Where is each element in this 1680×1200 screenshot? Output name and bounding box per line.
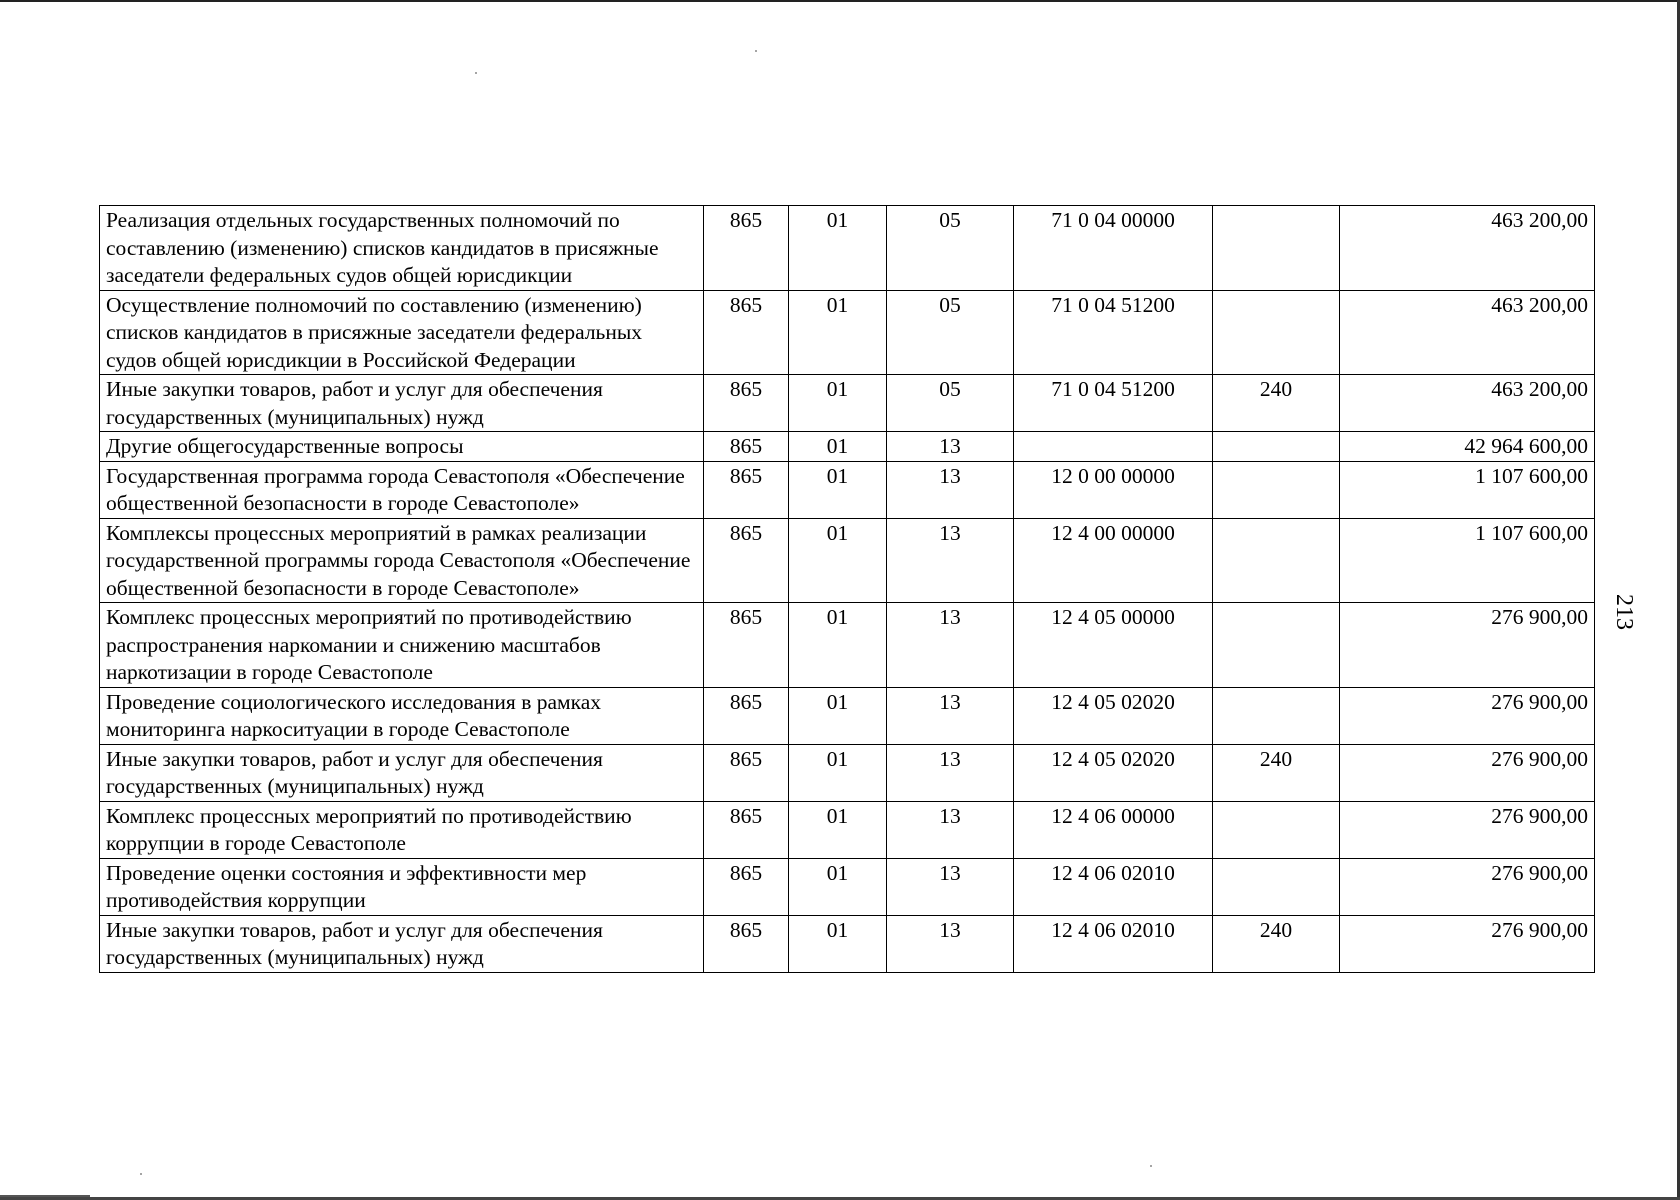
cell-subsection-code: 13	[887, 801, 1014, 858]
cell-ministry-code: 865	[704, 375, 789, 432]
cell-subsection-code: 13	[887, 858, 1014, 915]
cell-subsection-code: 13	[887, 687, 1014, 744]
table-row	[100, 801, 1595, 858]
cell-name: Проведение социологического исследования в рамках мониторинга наркоситуации в городе Севастополе	[100, 687, 704, 744]
cell-section-code: 01	[789, 744, 887, 801]
cell-amount: 276 900,00	[1340, 603, 1595, 688]
cell-target-article: 12 4 06 02010	[1014, 858, 1213, 915]
cell-amount: 1 107 600,00	[1340, 461, 1595, 518]
cell-expense-type	[1213, 801, 1340, 858]
cell-name: Иные закупки товаров, работ и услуг для обеспечения государственных (муниципальных) нужд	[100, 744, 704, 801]
scan-speck	[1150, 1165, 1152, 1167]
table-row	[100, 687, 1595, 744]
cell-amount: 276 900,00	[1340, 687, 1595, 744]
cell-amount: 276 900,00	[1340, 801, 1595, 858]
cell-name: Другие общегосударственные вопросы	[100, 432, 704, 462]
cell-section-code: 01	[789, 375, 887, 432]
table-row	[100, 744, 1595, 801]
cell-amount: 463 200,00	[1340, 206, 1595, 291]
cell-section-code: 01	[789, 206, 887, 291]
cell-expense-type	[1213, 687, 1340, 744]
cell-ministry-code: 865	[704, 206, 789, 291]
cell-expense-type	[1213, 603, 1340, 688]
table-row	[100, 518, 1595, 603]
cell-name: Осуществление полномочий по составлению (изменению) списков кандидатов в присяжные заседатели федеральных судов общей юрисдикции в Российской Федерации	[100, 290, 704, 375]
cell-section-code: 01	[789, 915, 887, 972]
cell-subsection-code: 05	[887, 290, 1014, 375]
cell-expense-type	[1213, 206, 1340, 291]
scan-speck	[755, 50, 757, 52]
cell-ministry-code: 865	[704, 518, 789, 603]
cell-ministry-code: 865	[704, 801, 789, 858]
cell-expense-type: 240	[1213, 375, 1340, 432]
cell-target-article	[1014, 432, 1213, 462]
cell-section-code: 01	[789, 518, 887, 603]
cell-ministry-code: 865	[704, 290, 789, 375]
cell-ministry-code: 865	[704, 858, 789, 915]
cell-subsection-code: 13	[887, 432, 1014, 462]
cell-target-article: 12 4 06 02010	[1014, 915, 1213, 972]
cell-expense-type: 240	[1213, 744, 1340, 801]
table-body	[100, 206, 1595, 973]
cell-target-article: 71 0 04 51200	[1014, 290, 1213, 375]
cell-section-code: 01	[789, 687, 887, 744]
cell-subsection-code: 13	[887, 915, 1014, 972]
cell-amount: 276 900,00	[1340, 858, 1595, 915]
cell-name: Комплекс процессных мероприятий по противодействию распространения наркомании и снижению масштабов наркотизации в городе Севастополе	[100, 603, 704, 688]
cell-amount: 463 200,00	[1340, 375, 1595, 432]
page-number: 213	[1611, 594, 1637, 630]
cell-section-code: 01	[789, 858, 887, 915]
cell-expense-type	[1213, 461, 1340, 518]
cell-target-article: 12 4 05 00000	[1014, 603, 1213, 688]
cell-amount: 1 107 600,00	[1340, 518, 1595, 603]
cell-section-code: 01	[789, 290, 887, 375]
cell-target-article: 12 4 00 00000	[1014, 518, 1213, 603]
cell-target-article: 12 4 05 02020	[1014, 687, 1213, 744]
cell-section-code: 01	[789, 603, 887, 688]
scan-speck	[475, 72, 477, 74]
cell-subsection-code: 13	[887, 461, 1014, 518]
cell-ministry-code: 865	[704, 432, 789, 462]
cell-ministry-code: 865	[704, 687, 789, 744]
scan-speck	[140, 1173, 142, 1175]
cell-target-article: 12 4 06 00000	[1014, 801, 1213, 858]
cell-name: Комплексы процессных мероприятий в рамках реализации государственной программы города Севастополя «Обеспечение общественной безопасности в городе Севастополе»	[100, 518, 704, 603]
table-row	[100, 290, 1595, 375]
cell-target-article: 12 4 05 02020	[1014, 744, 1213, 801]
cell-ministry-code: 865	[704, 915, 789, 972]
cell-target-article: 12 0 00 00000	[1014, 461, 1213, 518]
cell-name: Комплекс процессных мероприятий по противодействию коррупции в городе Севастополе	[100, 801, 704, 858]
cell-section-code: 01	[789, 461, 887, 518]
cell-amount: 42 964 600,00	[1340, 432, 1595, 462]
cell-section-code: 01	[789, 801, 887, 858]
cell-amount: 276 900,00	[1340, 915, 1595, 972]
cell-name: Государственная программа города Севастополя «Обеспечение общественной безопасности в городе Севастополе»	[100, 461, 704, 518]
cell-expense-type: 240	[1213, 915, 1340, 972]
cell-section-code: 01	[789, 432, 887, 462]
scan-border-top	[0, 0, 1680, 2]
cell-target-article: 71 0 04 00000	[1014, 206, 1213, 291]
budget-allocation-table	[99, 205, 1595, 973]
cell-amount: 276 900,00	[1340, 744, 1595, 801]
cell-target-article: 71 0 04 51200	[1014, 375, 1213, 432]
cell-ministry-code: 865	[704, 744, 789, 801]
cell-subsection-code: 13	[887, 744, 1014, 801]
cell-ministry-code: 865	[704, 603, 789, 688]
cell-subsection-code: 05	[887, 375, 1014, 432]
cell-expense-type	[1213, 290, 1340, 375]
table-row	[100, 915, 1595, 972]
table-row	[100, 375, 1595, 432]
table-row	[100, 858, 1595, 915]
cell-expense-type	[1213, 432, 1340, 462]
table-row	[100, 432, 1595, 462]
cell-name: Реализация отдельных государственных полномочий по составлению (изменению) списков кандидатов в присяжные заседатели федеральных судов общей юрисдикции	[100, 206, 704, 291]
cell-expense-type	[1213, 518, 1340, 603]
cell-ministry-code: 865	[704, 461, 789, 518]
cell-expense-type	[1213, 858, 1340, 915]
cell-name: Проведение оценки состояния и эффективности мер противодействия коррупции	[100, 858, 704, 915]
cell-name: Иные закупки товаров, работ и услуг для обеспечения государственных (муниципальных) нужд	[100, 375, 704, 432]
scan-border-bottom-left	[0, 1195, 90, 1197]
cell-name: Иные закупки товаров, работ и услуг для обеспечения государственных (муниципальных) нужд	[100, 915, 704, 972]
cell-amount: 463 200,00	[1340, 290, 1595, 375]
cell-subsection-code: 13	[887, 603, 1014, 688]
table-row	[100, 206, 1595, 291]
table-row	[100, 603, 1595, 688]
cell-subsection-code: 05	[887, 206, 1014, 291]
table-row	[100, 461, 1595, 518]
cell-subsection-code: 13	[887, 518, 1014, 603]
